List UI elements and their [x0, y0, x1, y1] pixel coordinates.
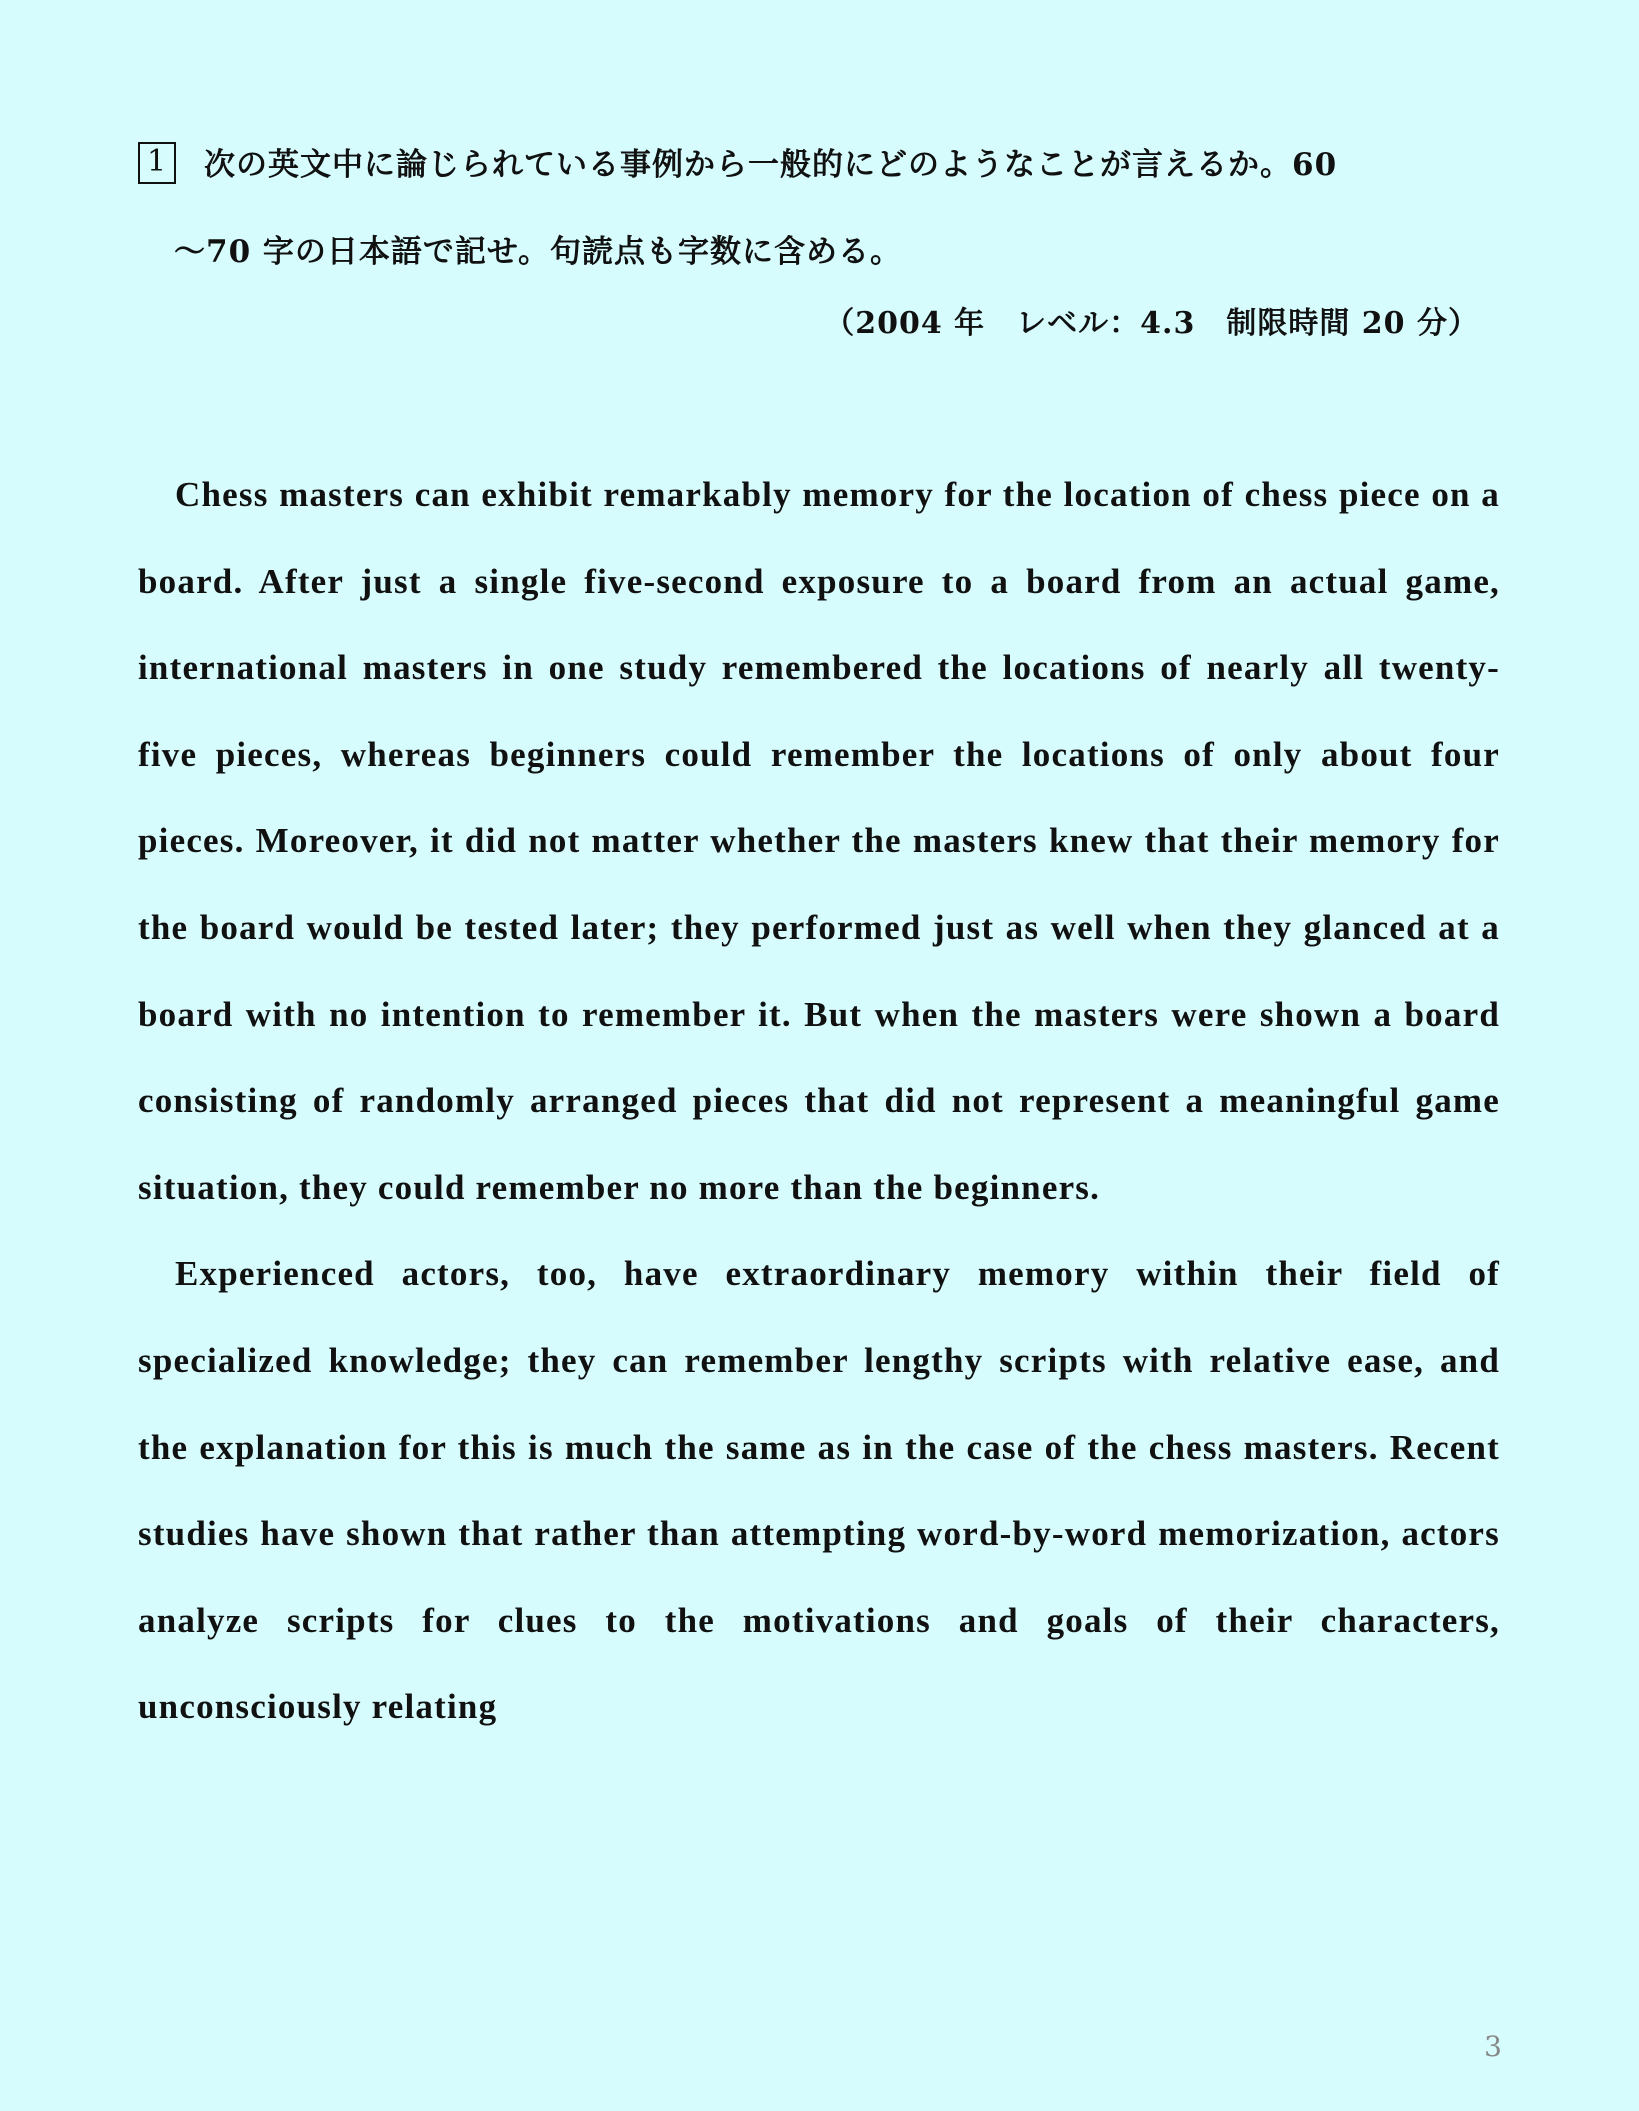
passage-paragraph-1: Chess masters can exhibit remarkably memory for the location of chess piece on a board. After just a single five-second exposure to a board from an actual game, international masters in one study remembered the locations of nearly all twenty-five pieces, whereas beginners could remember the locations of only about four pieces. Moreover, it did not matter whether the masters knew that their memory for the board would be tested later; they performed just as well when they glanced at a board with no intention to remember it. But when the masters were shown a board consisting of randomly arranged pieces that did not represent a meaningful game situation, they could remember no more than the beginners. [138, 475, 1500, 1207]
question-text-2: ～70 字の日本語で記せ。句読点も字数に含める。 [174, 234, 902, 270]
question-meta: （2004 年 レベル：4.3 制限時間 20 分） [824, 306, 1479, 341]
question-block [138, 122, 1500, 296]
page-number: 3 [1484, 2030, 1502, 2063]
passage-paragraph-2: Experienced actors, too, have extraordinary memory within their field of specialized knowledge; they can remember lengthy scripts with relative ease, and the explanation for this is much the same as in the case of the chess masters. Recent studies have shown that rather than attempting word-by-word memorization, actors analyze scripts for clues to the motivations and goals of their characters, unconsciously relating [138, 1254, 1500, 1727]
question-text-1: 次の英文中に論じられている事例から一般的にどのようなことが言えるか。60 [204, 147, 1338, 183]
question-number-box: 1 [138, 142, 176, 184]
passage [138, 452, 1500, 1751]
question-line-1 [138, 122, 1500, 209]
